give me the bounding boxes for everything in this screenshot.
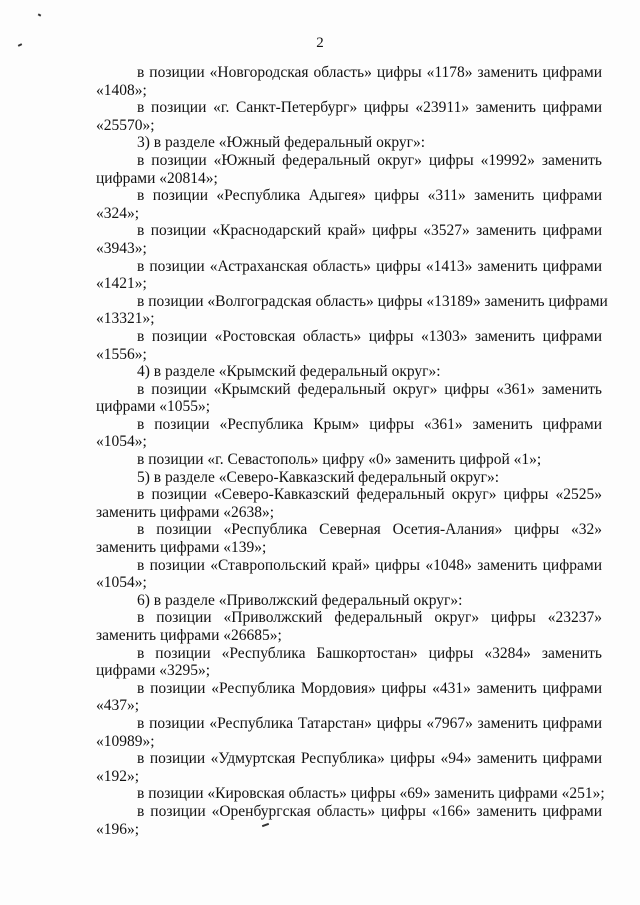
paragraph-line: в позиции «Волгоградская область» цифры «13189» заменить цифрами (137, 292, 608, 310)
list-item (96, 187, 602, 222)
paragraph-line: 5) в разделе «Северо-Кавказский федеральный округ»: (137, 468, 500, 486)
page-number: 2 (316, 35, 324, 51)
list-item (96, 328, 602, 363)
paragraph-line: в позиции «Краснодарский край» цифры «3527» заменить цифрами (137, 222, 602, 240)
paragraph-line: «1556»; (96, 345, 147, 363)
paragraph-line: в позиции «Республика Крым» цифры «361» заменить цифрами (137, 415, 602, 433)
paragraph-line: цифрами «20814»; (96, 169, 218, 187)
section-heading (96, 134, 602, 152)
paragraph-line: цифрами «1055»; (96, 398, 211, 416)
paragraph-line: заменить цифрами «2638»; (96, 503, 275, 521)
paragraph-line: заменить цифрами «26685»; (96, 627, 282, 644)
paragraph-line: «10989»; (96, 732, 155, 750)
paragraph-line: «1421»; (96, 275, 147, 293)
paragraph-line: «3943»; (96, 239, 147, 257)
list-item (96, 99, 602, 134)
list-item (96, 64, 602, 99)
paragraph-line: «13321»; (96, 310, 155, 328)
paragraph-line: «324»; (96, 204, 140, 222)
paragraph-line: в позиции «Республика Башкортостан» цифры «3284» заменить (137, 644, 602, 662)
paragraph-line: в позиции «Оренбургская область» цифры «166» заменить цифрами (137, 802, 602, 820)
section-heading (96, 592, 602, 610)
list-item (96, 557, 602, 592)
paragraph-line: 3) в разделе «Южный федеральный округ»: (137, 134, 426, 152)
paragraph-line: в позиции «Ростовская область» цифры «1303» заменить цифрами (137, 327, 602, 345)
list-item (96, 292, 608, 328)
paragraph-line: «1054»; (96, 574, 147, 592)
paragraph-line: «1054»; (96, 433, 147, 451)
list-item (96, 521, 602, 556)
paragraph-line: в позиции «Приволжский федеральный округ» цифры «23237» (137, 609, 602, 627)
list-item (96, 803, 602, 838)
paragraph-line: в позиции «Северо-Кавказский федеральный округ» цифры «2525» (137, 486, 602, 504)
list-item (96, 750, 602, 785)
paragraph-line: в позиции «Республика Татарстан» цифры «7967» заменить цифрами (137, 714, 602, 732)
list-item (96, 222, 602, 257)
paragraph-line: цифрами «3295»; (96, 662, 211, 680)
document-body (96, 64, 608, 838)
paragraph-line: в позиции «Астраханская область» цифры «1413» заменить цифрами (137, 257, 602, 275)
list-item (96, 258, 602, 293)
list-item (96, 451, 602, 469)
scan-speck (38, 13, 42, 16)
list-item (96, 715, 602, 750)
paragraph-line: в позиции «Ставропольский край» цифры «1048» заменить цифрами (137, 556, 602, 574)
paragraph-line: 6) в разделе «Приволжский федеральный округ»: (137, 591, 463, 609)
paragraph-line: в позиции «Новгородская область» цифры «1178» заменить цифрами (137, 64, 602, 81)
paragraph-line: 4) в разделе «Крымский федеральный округ»: (137, 363, 441, 381)
list-item (96, 609, 602, 644)
paragraph-line: в позиции «Республика Северная Осетия-Алания» цифры «32» (137, 521, 602, 539)
list-item (96, 680, 602, 715)
paragraph-line: в позиции «Удмуртская Республика» цифры «94» заменить цифрами (137, 750, 602, 768)
paragraph-line: «196»; (96, 820, 140, 838)
paragraph-line: в позиции «Республика Адыгея» цифры «311» заменить цифрами (137, 187, 602, 205)
paragraph-line: заменить цифрами «139»; (96, 539, 267, 557)
paragraph-line: в позиции «Южный федеральный округ» цифры «19992» заменить (137, 151, 602, 169)
paragraph-line: в позиции «г. Севастополь» цифру «0» заменить цифрой «1»; (137, 451, 542, 469)
paragraph-line: «192»; (96, 767, 140, 785)
paragraph-line: в позиции «Республика Мордовия» цифры «431» заменить цифрами (137, 679, 602, 697)
list-item (96, 381, 602, 416)
paragraph-line: в позиции «Крымский федеральный округ» цифры «361» заменить (137, 380, 602, 398)
list-item (96, 486, 602, 521)
paragraph-line: в позиции «Кировская область» цифры «69» заменить цифрами «251»; (137, 785, 605, 803)
list-item (96, 645, 602, 680)
paragraph-line: «25570»; (96, 116, 155, 134)
paragraph-line: «1408»; (96, 81, 147, 99)
paragraph-line: «437»; (96, 697, 140, 715)
list-item (96, 785, 605, 803)
paragraph-line: в позиции «г. Санкт-Петербург» цифры «23911» заменить цифрами (137, 99, 602, 117)
section-heading (96, 363, 602, 381)
section-heading (96, 469, 602, 487)
list-item (96, 152, 602, 187)
list-item (96, 416, 602, 451)
